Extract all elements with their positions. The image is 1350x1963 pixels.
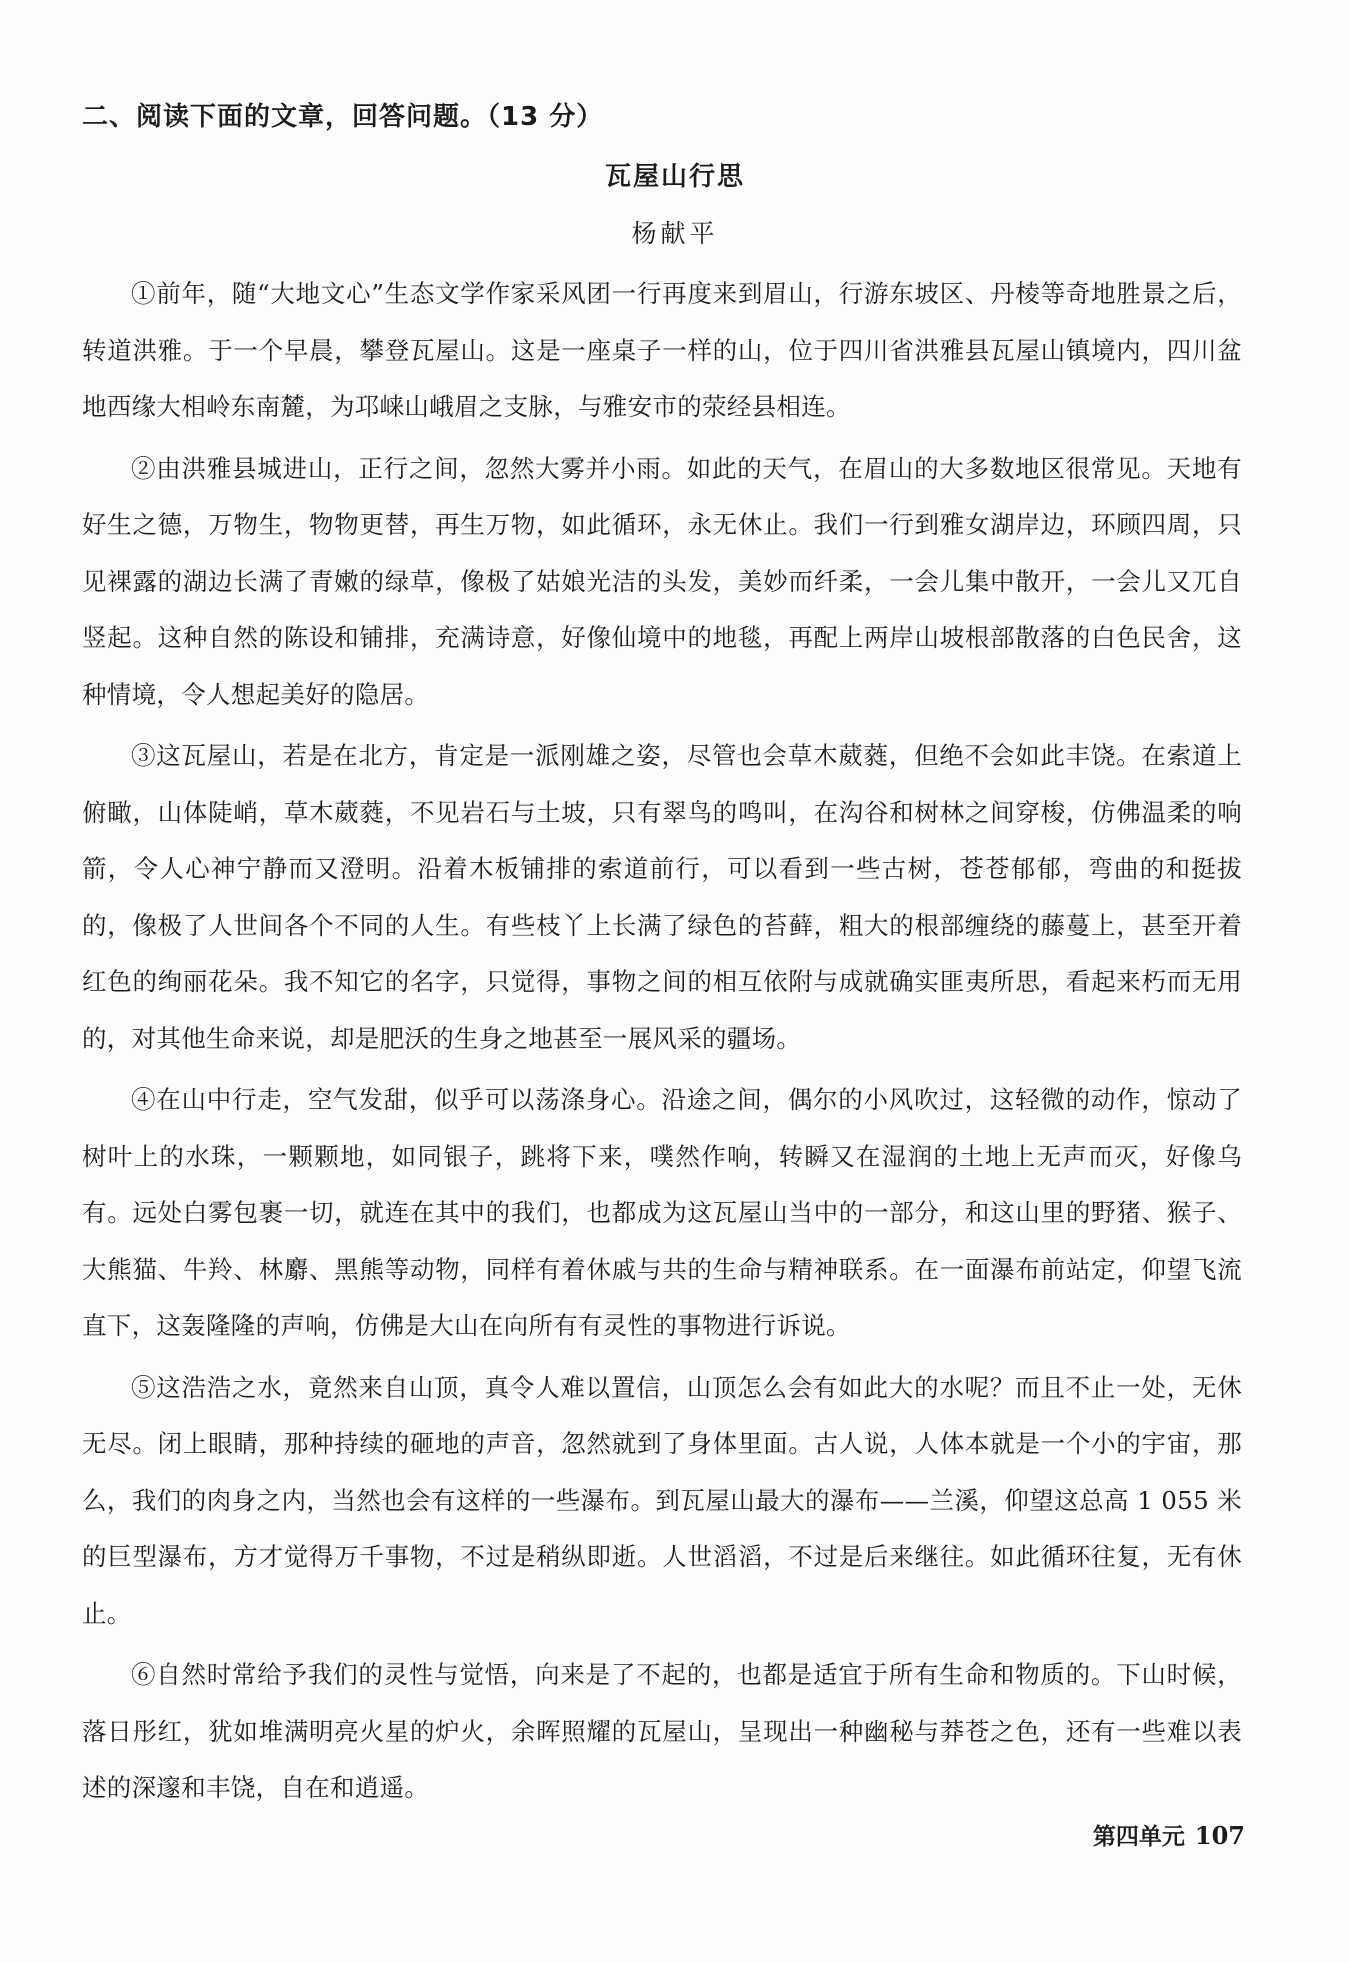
page-number: 107 xyxy=(1194,1821,1245,1850)
article-body xyxy=(82,266,1242,1822)
paragraph-4: ④在山中行走，空气发甜，似乎可以荡涤身心。沿途之间，偶尔的小风吹过，这轻微的动作，惊动了树叶上的水珠，一颗颗地，如同银子，跳将下来，噗然作响，转瞬又在湿润的土地上无声而灭，好像乌有。远处白雾包裹一切，就连在其中的我们，也都成为这瓦屋山当中的一部分，和这山里的野猪、猴子、大熊猫、牛羚、林麝、黑熊等动物，同样有着休戚与共的生命与精神联系。在一面瀑布前站定，仰望飞流直下，这轰隆隆的声响，仿佛是大山在向所有有灵性的事物进行诉说。 xyxy=(82,1085,1242,1340)
article-author: 杨献平 xyxy=(631,219,719,248)
paragraph-6: ⑥自然时常给予我们的灵性与觉悟，向来是了不起的，也都是适宜于所有生命和物质的。下山时候，落日彤红，犹如堆满明亮火星的炉火，余晖照耀的瓦屋山，呈现出一种幽秘与莽苍之色，还有一些难以表述的深邃和丰饶，自在和逍遥。 xyxy=(82,1660,1242,1802)
paragraph-1: ①前年，随“大地文心”生态文学作家采风团一行再度来到眉山，行游东坡区、丹棱等奇地胜景之后，转道洪雅。于一个早晨，攀登瓦屋山。这是一座桌子一样的山，位于四川省洪雅县瓦屋山镇境内，四川盆地西缘大相岭东南麓，为邛崃山峨眉之支脉，与雅安市的荥经县相连。 xyxy=(82,279,1242,421)
unit-label: 第四单元 xyxy=(1092,1824,1185,1850)
article-title: 瓦屋山行思 xyxy=(604,162,745,192)
paragraph-2: ②由洪雅县城进山，正行之间，忽然大雾并小雨。如此的天气，在眉山的大多数地区很常见。天地有好生之德，万物生，物物更替，再生万物，如此循环，永无休止。我们一行到雅女湖岸边，环顾四周，只见裸露的湖边长满了青嫩的绿草，像极了姑娘光洁的头发，美妙而纤柔，一会儿集中散开，一会儿又兀自竖起。这种自然的陈设和铺排，充满诗意，好像仙境中的地毯，再配上两岸山坡根部散落的白色民舍，这种情境，令人想起美好的隐居。 xyxy=(82,453,1242,709)
paragraph-5: ⑤这浩浩之水，竟然来自山顶，真令人难以置信，山顶怎么会有如此大的水呢？而且不止一处，无休无尽。闭上眼睛，那种持续的砸地的声音，忽然就到了身体里面。古人说，人体本就是一个小的宇宙，那么，我们的肉身之内，当然也会有这样的一些瀑布。到瓦屋山最大的瀑布——兰溪，仰望这总高 1 055 米的巨型瀑布，方才觉得万千事物，不过是稍纵即逝。人世滔滔，不过是后来继往。如此循环往复，无有休止。 xyxy=(82,1372,1242,1628)
section-heading: 二、阅读下面的文章，回答问题。（13 分） xyxy=(82,102,604,132)
page-footer xyxy=(1093,1818,1245,1851)
paragraph-3: ③这瓦屋山，若是在北方，肯定是一派刚雄之姿，尽管也会草木葳蕤，但绝不会如此丰饶。在索道上俯瞰，山体陡峭，草木葳蕤，不见岩石与土坡，只有翠鸟的鸣叫，在沟谷和树林之间穿梭，仿佛温柔的响箭，令人心神宁静而又澄明。沿着木板铺排的索道前行，可以看到一些古树，苍苍郁郁，弯曲的和挺拔的，像极了人世间各个不同的人生。有些枝丫上长满了绿色的苔藓，粗大的根部缠绕的藤蔓上，甚至开着红色的绚丽花朵。我不知它的名字，只觉得，事物之间的相互依附与成就确实匪夷所思，看起来朽而无用的，对其他生命来说，却是肥沃的生身之地甚至一展风采的疆场。 xyxy=(82,741,1242,1053)
